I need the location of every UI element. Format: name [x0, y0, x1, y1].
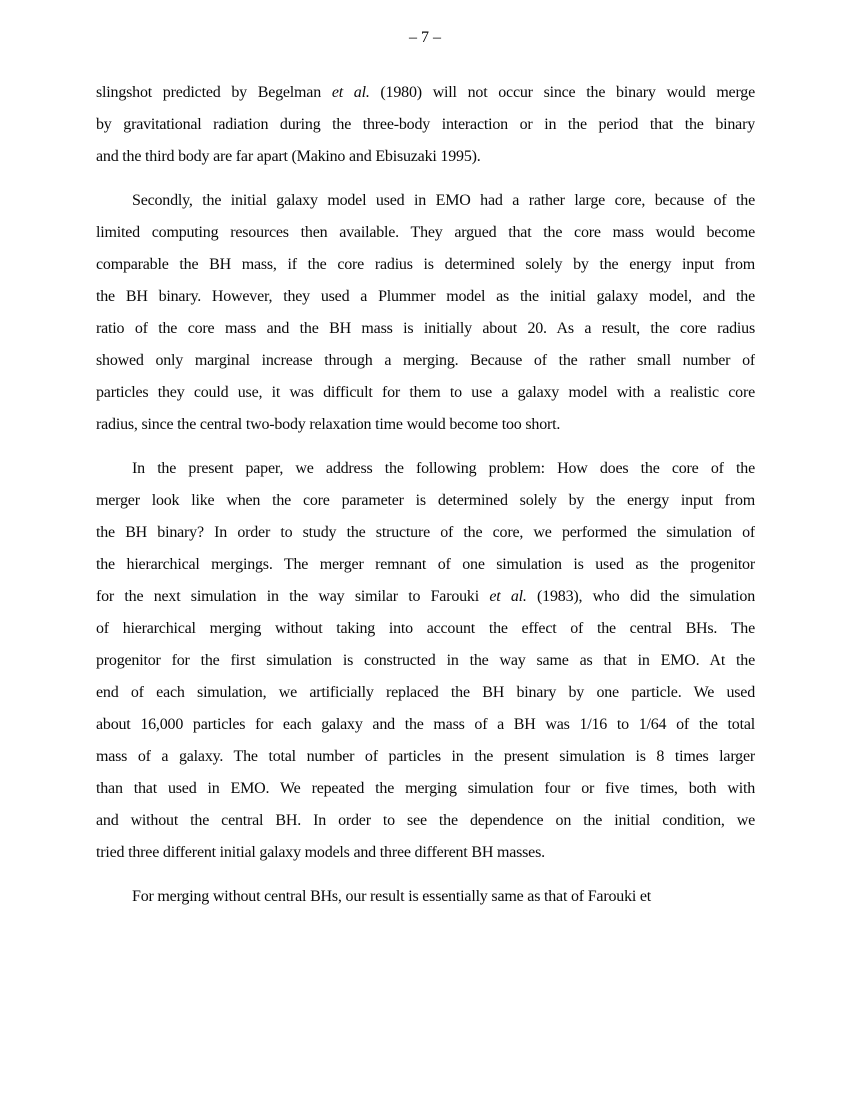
body-text — [96, 77, 755, 925]
text-line: slingshot predicted by Begelman et al. (1980) will not occur since the binary would merge — [96, 84, 755, 101]
text-line: the BH binary? In order to study the structure of the core, we performed the simulation of — [96, 524, 755, 541]
page-number-header: – 7 – — [409, 29, 441, 46]
text-line: progenitor for the first simulation is constructed in the way same as that in EMO. At the — [96, 652, 755, 669]
text-line: Secondly, the initial galaxy model used in EMO had a rather large core, because of the — [132, 192, 755, 209]
paragraph — [96, 185, 755, 441]
text-line: and without the central BH. In order to see the dependence on the initial condition, we — [96, 812, 755, 829]
italic-citation: et al. — [331, 84, 370, 101]
paragraph — [96, 453, 755, 869]
text-line: than that used in EMO. We repeated the merging simulation four or five times, both with — [96, 780, 755, 797]
text-line: for the next simulation in the way similar to Farouki et al. (1983), who did the simulation — [96, 588, 755, 605]
text-line: showed only marginal increase through a merging. Because of the rather small number of — [96, 352, 755, 369]
text-line: radius, since the central two-body relaxation time would become too short. — [96, 416, 561, 433]
text-line: For merging without central BHs, our result is essentially same as that of Farouki et — [132, 888, 652, 905]
paragraph — [96, 881, 755, 913]
italic-citation: et al. — [489, 588, 527, 605]
text-line: the BH binary. However, they used a Plummer model as the initial galaxy model, and the — [96, 288, 755, 305]
text-line: In the present paper, we address the following problem: How does the core of the — [132, 460, 755, 477]
text-line: end of each simulation, we artificially replaced the BH binary by one particle. We used — [96, 684, 755, 701]
text-line: tried three different initial galaxy models and three different BH masses. — [96, 844, 545, 861]
text-line: and the third body are far apart (Makino and Ebisuzaki 1995). — [96, 148, 481, 165]
text-line: by gravitational radiation during the three-body interaction or in the period that the binary — [96, 116, 755, 133]
text-line: limited computing resources then available. They argued that the core mass would become — [96, 224, 755, 241]
text-line: comparable the BH mass, if the core radius is determined solely by the energy input from — [96, 256, 755, 273]
text-line: about 16,000 particles for each galaxy and the mass of a BH was 1/16 to 1/64 of the total — [96, 716, 755, 733]
text-line: of hierarchical merging without taking into account the effect of the central BHs. The — [96, 620, 755, 637]
text-line: particles they could use, it was difficult for them to use a galaxy model with a realistic core — [96, 384, 755, 401]
text-line: the hierarchical mergings. The merger remnant of one simulation is used as the progenitor — [96, 556, 755, 573]
text-line: merger look like when the core parameter is determined solely by the energy input from — [96, 492, 755, 509]
text-line: ratio of the core mass and the BH mass is initially about 20. As a result, the core radius — [96, 320, 755, 337]
paragraph — [96, 77, 755, 173]
text-line: mass of a galaxy. The total number of particles in the present simulation is 8 times larger — [96, 748, 755, 765]
